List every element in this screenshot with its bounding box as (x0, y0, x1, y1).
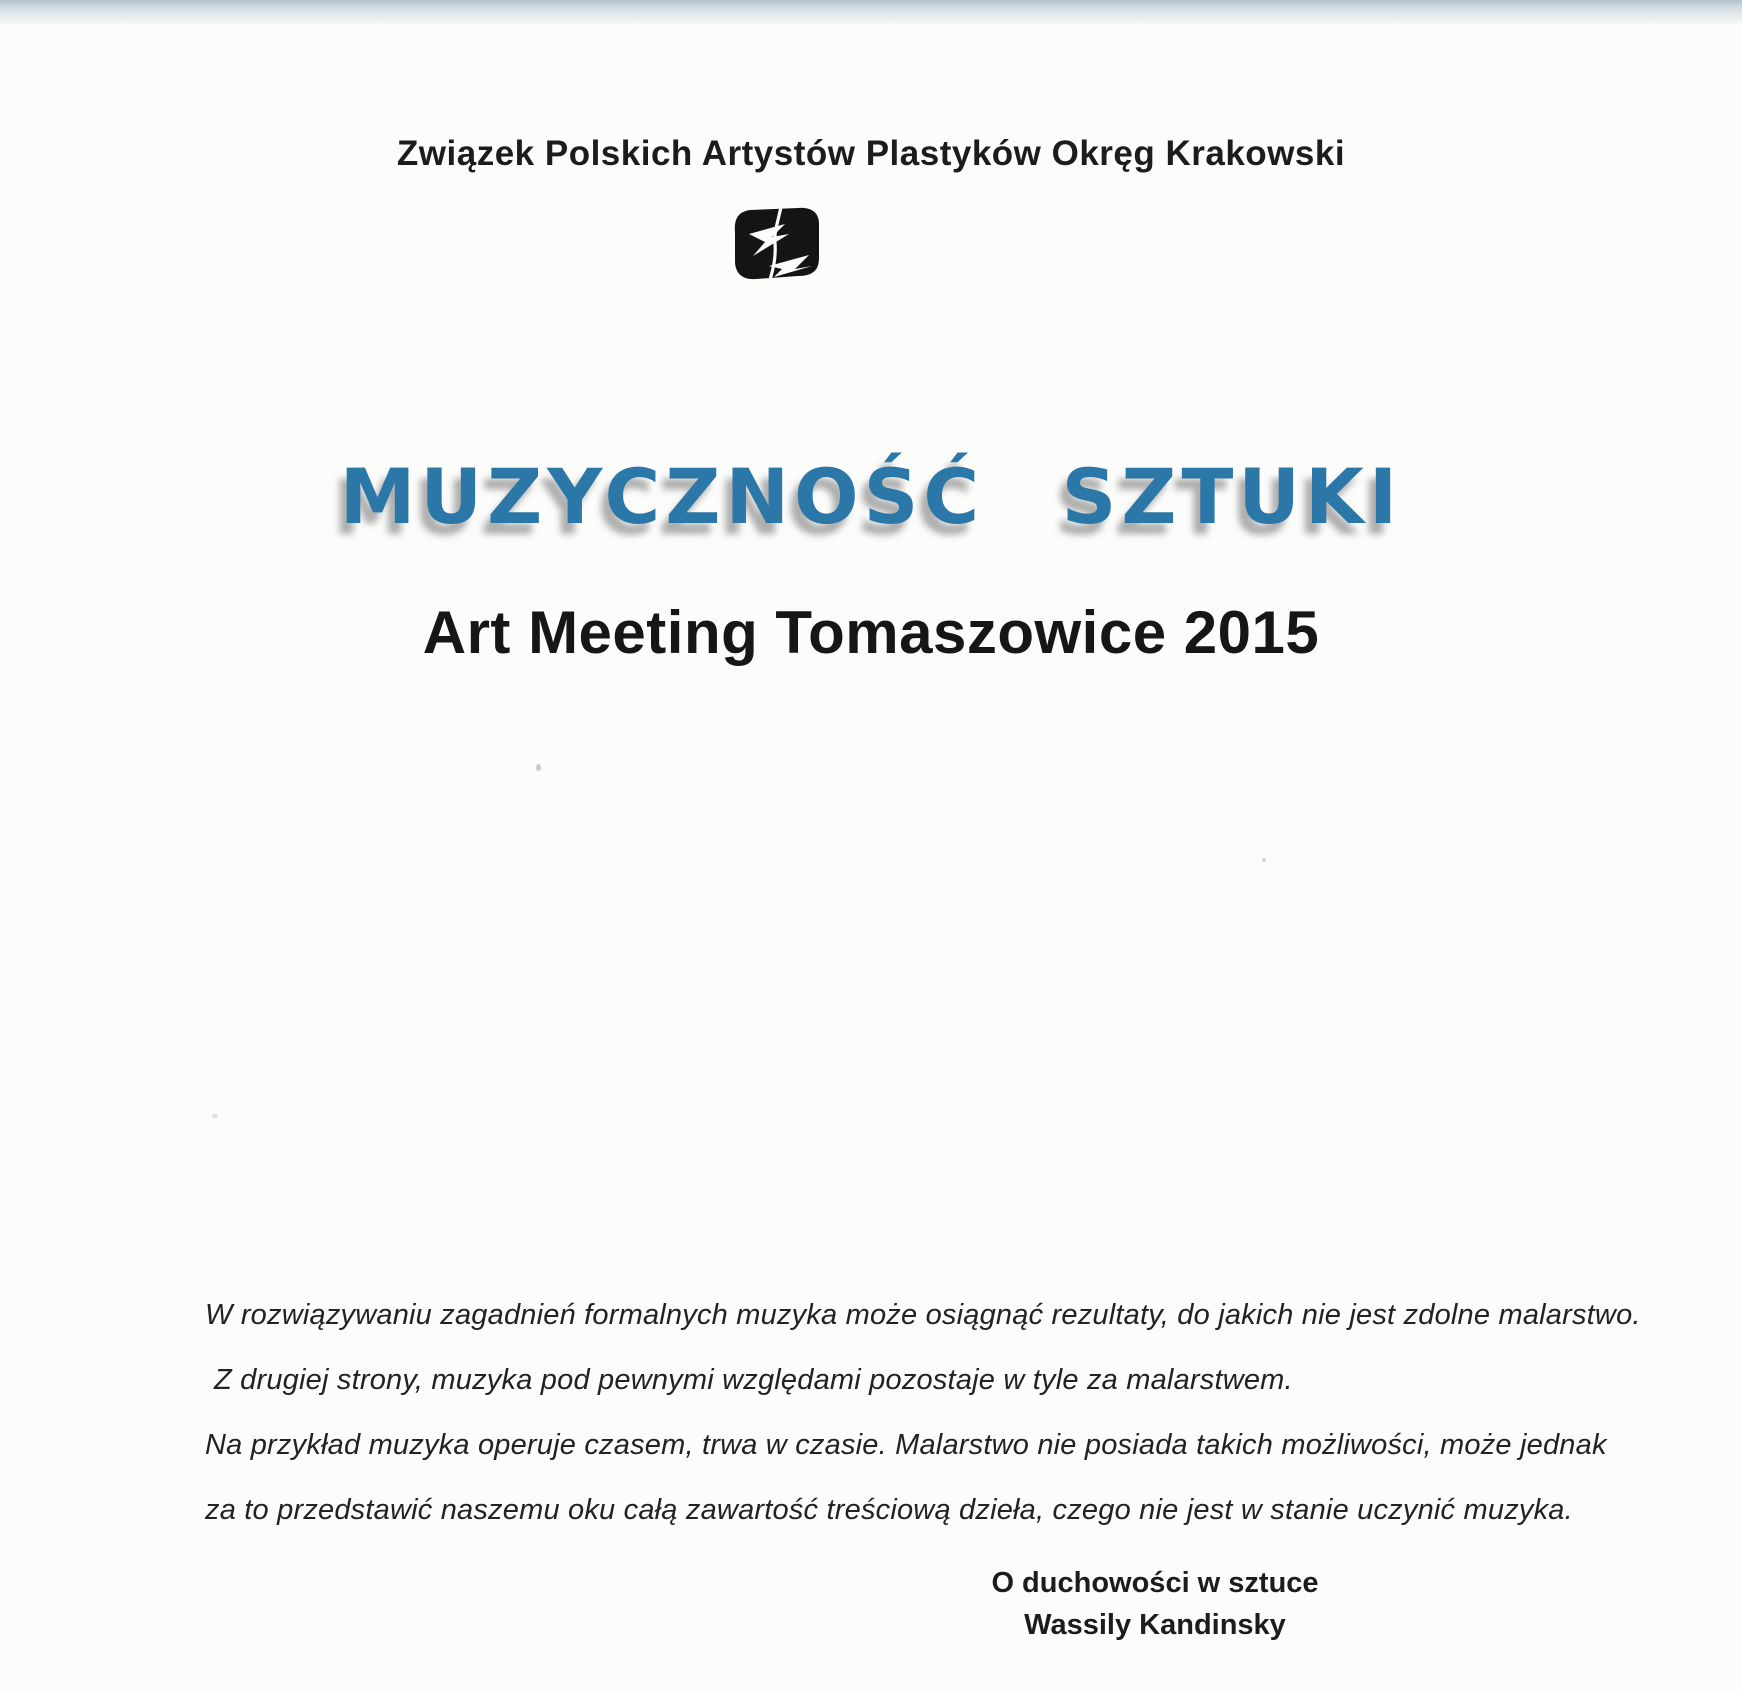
page-subtitle: Art Meeting Tomaszowice 2015 (422, 599, 1320, 666)
zpap-logo-icon (726, 203, 826, 283)
scanner-edge-shadow (0, 0, 1742, 26)
scan-speck (536, 764, 541, 771)
quote-line-2: Z drugiej strony, muzyka pod pewnymi względami pozostaje w tyle za malarstwem. (214, 1364, 1293, 1396)
organization-name: Związek Polskich Artystów Plastyków Okręg Krakowski (396, 134, 1346, 173)
quote-attribution (955, 1562, 1355, 1646)
quote-line-3: Na przykład muzyka operuje czasem, trwa w czasie. Malarstwo nie posiada takich możliwości, może jednak (205, 1429, 1607, 1461)
kandinsky-quote (205, 1283, 1641, 1543)
quote-source-title: O duchowości w sztuce (991, 1567, 1319, 1599)
quote-source-author: Wassily Kandinsky (1024, 1609, 1286, 1641)
scan-speck (212, 1114, 218, 1118)
quote-line-1: W rozwiązywaniu zagadnień formalnych muzyka może osiągnąć rezultaty, do jakich nie jest zdolne malarstwo. (205, 1299, 1641, 1331)
page-title: MUZYCZNOŚĆ SZTUKI (339, 452, 1403, 541)
scan-speck (1262, 858, 1266, 862)
quote-line-4: za to przedstawić naszemu oku całą zawartość treściową dzieła, czego nie jest w stanie uczynić muzyka. (205, 1494, 1573, 1526)
